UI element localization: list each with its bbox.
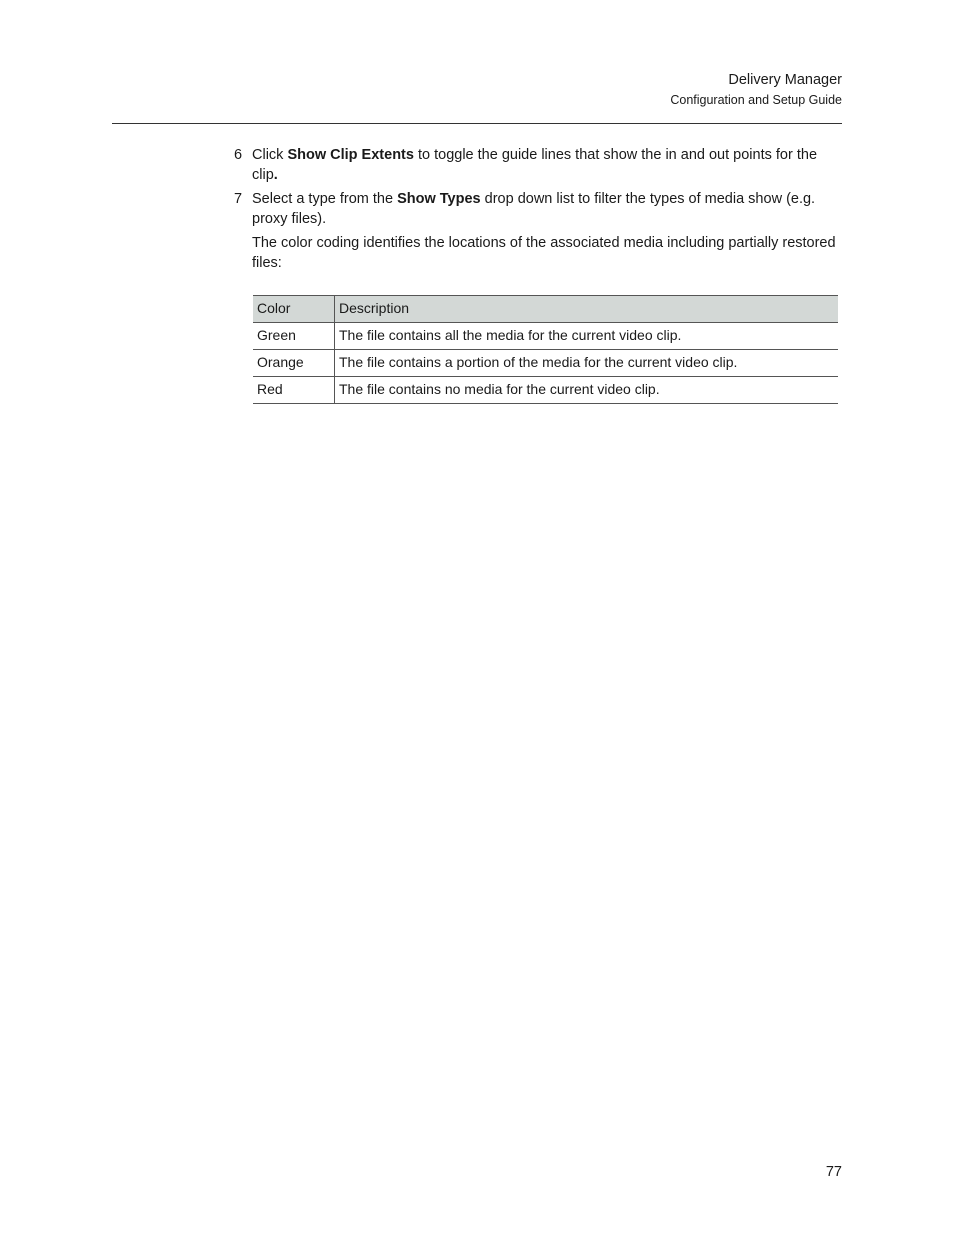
ui-term-show-clip-extents: Show Clip Extents xyxy=(287,147,414,163)
header-title: Delivery Manager xyxy=(728,72,842,88)
step-text-before: Select a type from the xyxy=(252,191,398,207)
cell-description: The file contains a portion of the media for the current video clip. xyxy=(335,350,839,377)
main-content xyxy=(234,145,840,273)
step-number: 6 xyxy=(234,147,243,163)
ui-term-show-types: Show Types xyxy=(397,191,481,207)
header-subtitle: Configuration and Setup Guide xyxy=(670,93,842,107)
page-number: 77 xyxy=(825,1164,842,1180)
table-row xyxy=(253,323,838,350)
step-6 xyxy=(234,145,840,185)
step-text-after: drop down list to filter the types of media show (e.g. proxy files). xyxy=(252,191,816,227)
cell-description: The file contains no media for the current video clip. xyxy=(335,377,839,404)
column-header-description: Description xyxy=(335,296,839,323)
step-7 xyxy=(234,189,840,229)
step-number: 7 xyxy=(234,191,243,207)
step-text-after: to toggle the guide lines that show the in and out points for the clip xyxy=(252,147,818,183)
running-header xyxy=(670,70,842,109)
cell-description: The file contains all the media for the current video clip. xyxy=(335,323,839,350)
table-header-row xyxy=(253,296,838,323)
color-coding-note: The color coding identifies the locations of the associated media including partially restored files: xyxy=(252,235,836,271)
cell-color: Green xyxy=(253,323,335,350)
cell-color: Red xyxy=(253,377,335,404)
table-row xyxy=(253,350,838,377)
cell-color: Orange xyxy=(253,350,335,377)
header-divider xyxy=(112,123,842,124)
step-text-end: . xyxy=(273,167,278,183)
column-header-color: Color xyxy=(253,296,335,323)
step-text-before: Click xyxy=(252,147,288,163)
table-row xyxy=(253,377,838,404)
color-coding-table xyxy=(253,295,838,404)
